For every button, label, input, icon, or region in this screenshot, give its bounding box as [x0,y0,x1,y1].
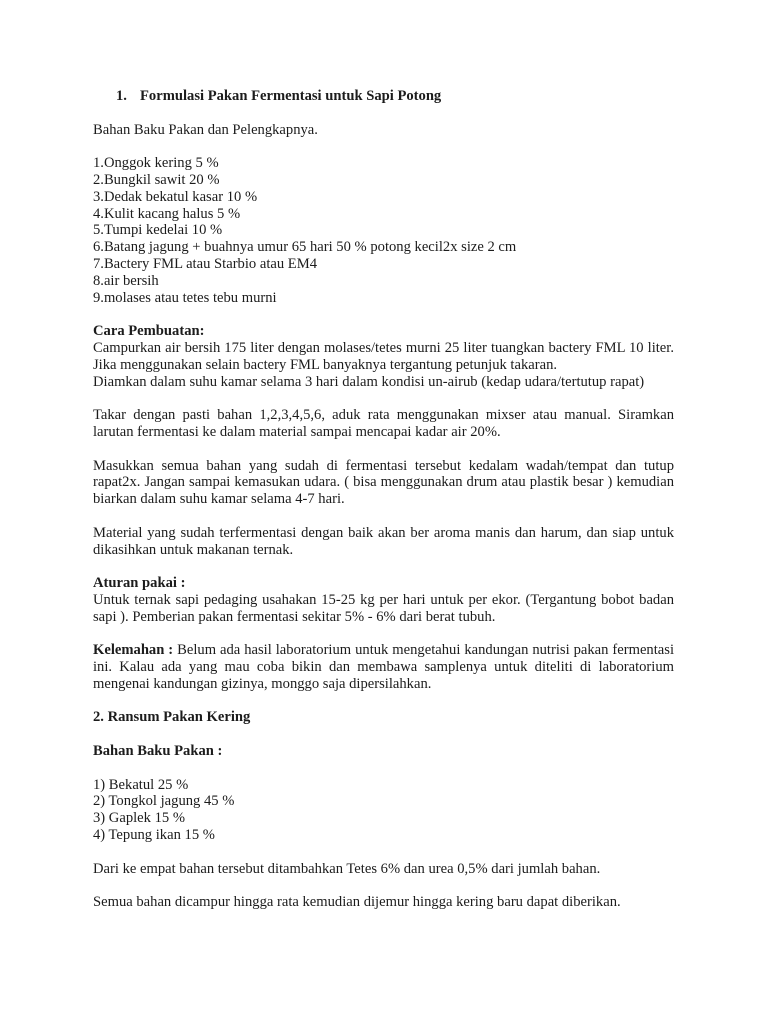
ingredient-item: 2.Bungkil sawit 20 % [93,171,220,188]
masukkan-paragraph: Masukkan semua bahan yang sudah di fermentasi tersebut kedalam wadah/tempat dan tutup rapat2x. Jangan sampai kemasukan udara. ( bisa menggunakan drum atau plastik besar ) kemudian biarkan dalam suhu kamar selama 4-7 hari. [93,457,674,508]
ingredient-item: 8.air bersih [93,272,159,289]
ingredient-item: 1.Onggok kering 5 % [93,155,219,172]
ingredient-item: 1) Bekatul 25 % [93,776,189,793]
ingredient-item: 4.Kulit kacang halus 5 % [93,205,241,222]
kelemahan-text: Belum ada hasil laboratorium untuk mengetahui kandungan nutrisi pakan fermentasi ini. Kalau ada yang mau coba bikin dan membawa samplenya untuk diteliti di laboratorium mengenai kandungan gizinya, monggo saja dipersilahkan. [93,642,674,692]
tetes-paragraph: Dari ke empat bahan tersebut ditambahkan Tetes 6% dan urea 0,5% dari jumlah bahan. [93,860,601,877]
section1-ingredient-list [93,155,674,306]
aturan-pakai-label: Aturan pakai : [93,575,186,592]
bahan-baku-label: Bahan Baku Pakan : [93,743,223,760]
cara-pembuatan-paragraph-1: Campurkan air bersih 175 liter dengan molases/tetes murni 25 liter tuangkan bactery FML 10 liter. Jika menggunakan selain bactery FML banyaknya tergantung petunjuk takaran. [93,339,674,373]
cara-pembuatan-label: Cara Pembuatan: [93,323,205,340]
kelemahan-paragraph [93,642,674,692]
ingredient-item: 3) Gaplek 15 % [93,810,185,827]
section2-heading: 2. Ransum Pakan Kering [93,709,251,726]
takar-paragraph: Takar dengan pasti bahan 1,2,3,4,5,6, aduk rata menggunakan mixser atau manual. Siramkan larutan fermentasi ke dalam material sampai mencapai kadar air 20%. [93,407,674,440]
cara-pembuatan-paragraph-2: Diamkan dalam suhu kamar selama 3 hari dalam kondisi un-airub (kedap udara/tertutup rapat) [93,373,645,390]
ingredient-item: 7.Bactery FML atau Starbio atau EM4 [93,255,317,272]
material-paragraph: Material yang sudah terfermentasi dengan baik akan ber aroma manis dan harum, dan siap untuk dikasihkan untuk makanan ternak. [93,524,674,558]
section1-heading-text: Formulasi Pakan Fermentasi untuk Sapi Potong [140,88,442,104]
campur-paragraph: Semua bahan dicampur hingga rata kemudian dijemur hingga kering baru dapat diberikan. [93,894,621,911]
ingredient-item: 9.molases atau tetes tebu murni [93,289,277,306]
ingredient-item: 6.Batang jagung + buahnya umur 65 hari 50 % potong kecil2x size 2 cm [93,239,517,256]
section2-ingredient-list [93,777,674,844]
ingredient-item: 3.Dedak bekatul kasar 10 % [93,188,258,205]
section1-heading-number: 1. [116,88,127,104]
kelemahan-label: Kelemahan : [93,642,174,659]
document-body [93,88,674,911]
aturan-pakai-paragraph: Untuk ternak sapi pedaging usahakan 15-25 kg per hari untuk per ekor. (Tergantung bobot badan sapi ). Pemberian pakan fermentasi sekitar 5% - 6% dari berat tubuh. [93,591,674,625]
ingredient-item: 2) Tongkol jagung 45 % [93,793,235,810]
ingredient-item: 5.Tumpi kedelai 10 % [93,222,223,239]
ingredient-item: 4) Tepung ikan 15 % [93,827,215,844]
section1-intro: Bahan Baku Pakan dan Pelengkapnya. [93,121,318,138]
section1-heading [93,88,674,105]
